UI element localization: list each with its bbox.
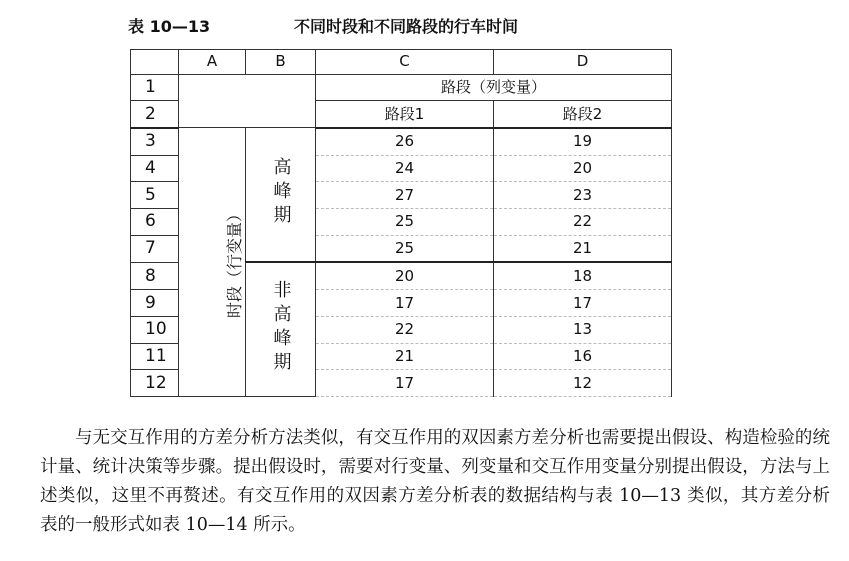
row-number: 3	[131, 128, 179, 155]
column-header-row	[131, 50, 672, 75]
col-header-d: D	[494, 50, 672, 75]
spreadsheet-table	[130, 49, 672, 397]
cell-value: 13	[494, 316, 672, 343]
body-paragraph	[40, 424, 830, 540]
cell-value: 17	[316, 290, 494, 317]
peak-label-cell	[246, 128, 316, 263]
cell-value: 26	[316, 128, 494, 155]
offpeak-label-cell	[246, 262, 316, 396]
table-title: 不同时段和不同路段的行车时间	[294, 17, 519, 36]
row-number: 9	[131, 290, 179, 317]
cell-value: 25	[316, 209, 494, 236]
row-number: 7	[131, 235, 179, 262]
row-number: 10	[131, 316, 179, 343]
cell-value: 23	[494, 182, 672, 209]
blank-merged-cell	[179, 74, 316, 128]
row-number: 12	[131, 370, 179, 397]
col-header-a: A	[179, 50, 246, 75]
column-group-label: 路段（列变量）	[316, 74, 672, 101]
cell-value: 17	[316, 370, 494, 397]
col-header-c: C	[316, 50, 494, 75]
cell-value: 16	[494, 343, 672, 370]
corner-cell	[131, 50, 179, 75]
col-label-2: 路段2	[494, 101, 672, 128]
col-header-b: B	[246, 50, 316, 75]
table-number: 表 10—13	[128, 17, 211, 36]
table-caption	[128, 14, 688, 38]
cell-value: 24	[316, 155, 494, 182]
cell-value: 12	[494, 370, 672, 397]
cell-value: 21	[316, 343, 494, 370]
cell-value: 21	[494, 235, 672, 262]
row-number: 2	[131, 101, 179, 128]
row-number: 6	[131, 209, 179, 236]
paragraph-text: 与无交互作用的方差分析方法类似，有交互作用的双因素方差分析也需要提出假设、构造检验的统计量、统计决策等步骤。提出假设时，需要对行变量、列变量和交互作用变量分别提出假设，方法与上述类似，这里不再赘述。有交互作用的双因素方差分析表的数据结构与表 10—13 类似，其方差分析表的一般形式如表 10—14 所示。	[40, 428, 830, 535]
peak-label: 高峰期	[270, 157, 292, 230]
table-row	[131, 74, 672, 101]
cell-value: 27	[316, 182, 494, 209]
row-variable-label-cell	[179, 128, 246, 397]
row-variable-label: 时段（行变量）	[225, 206, 245, 319]
cell-value: 19	[494, 128, 672, 155]
row-number: 1	[131, 74, 179, 101]
row-number: 5	[131, 182, 179, 209]
cell-value: 20	[494, 155, 672, 182]
cell-value: 17	[494, 290, 672, 317]
cell-value: 22	[494, 209, 672, 236]
cell-value: 22	[316, 316, 494, 343]
table-row	[131, 128, 672, 155]
row-number: 8	[131, 262, 179, 289]
cell-value: 25	[316, 235, 494, 262]
cell-value: 18	[494, 262, 672, 289]
cell-value: 20	[316, 262, 494, 289]
row-number: 4	[131, 155, 179, 182]
col-label-1: 路段1	[316, 101, 494, 128]
row-number: 11	[131, 343, 179, 370]
offpeak-label: 非高峰期	[270, 280, 292, 377]
